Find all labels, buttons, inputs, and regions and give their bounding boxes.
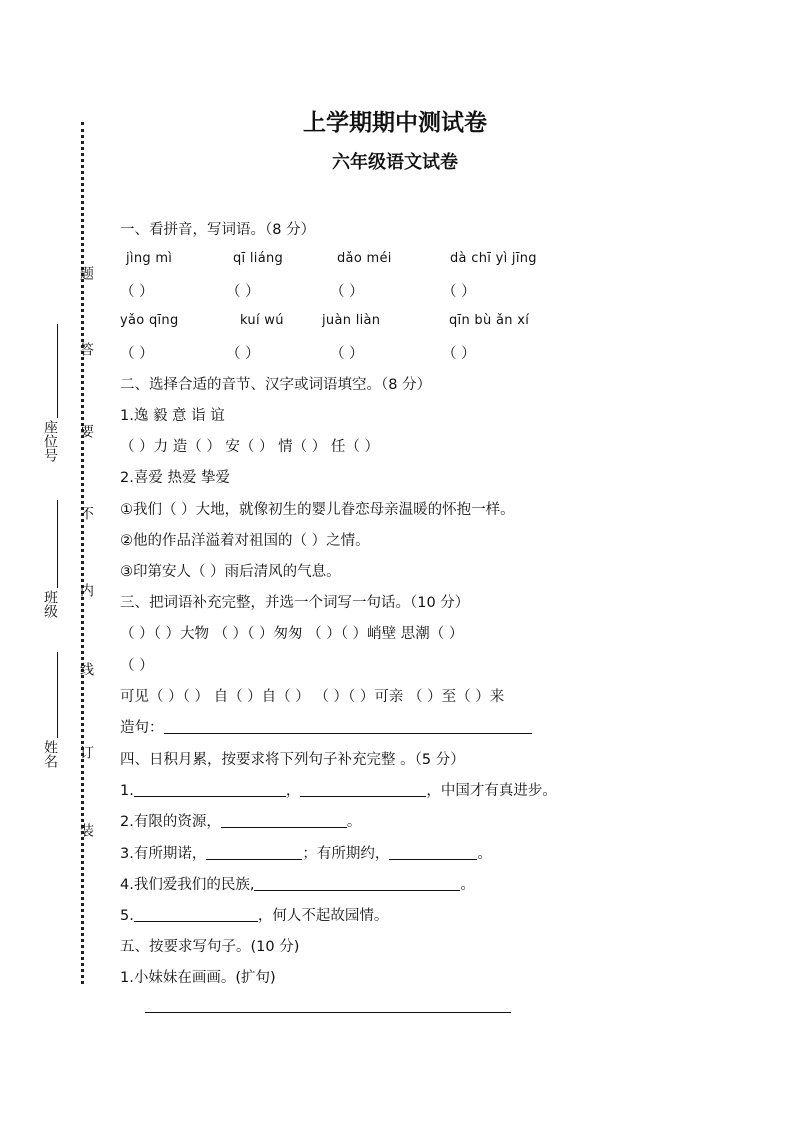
question-text: 。: [346, 814, 362, 830]
question-text: ；有所期约，: [302, 846, 390, 862]
question-item: 1.小妹妹在画画。(扩句): [120, 970, 276, 986]
pinyin: yǎo qīng: [120, 313, 179, 328]
answer-box: （ ）: [330, 284, 364, 300]
binding-char: 要: [78, 424, 94, 438]
question-blanks: （ ）力 造（ ） 安（ ） 情（ ） 任（ ）: [120, 439, 379, 455]
pinyin: kuí wú: [240, 313, 284, 328]
seat-number-line: [57, 324, 58, 418]
pinyin: dǎo méi: [337, 251, 392, 266]
binding-char: 订: [78, 745, 94, 759]
answer-underline: [389, 845, 477, 860]
answer-underline: [221, 813, 347, 828]
question-item: ①我们（ ）大地，就像初生的婴儿眷恋母亲温暖的怀抱一样。: [120, 502, 515, 518]
answer-underline: [206, 845, 302, 860]
question-prefix: 5.: [120, 908, 134, 924]
question-item: [120, 873, 475, 894]
answer-underline: [134, 782, 286, 797]
question-options: 1.逸 毅 意 诣 谊: [120, 408, 225, 424]
question-options: 2.喜爱 热爱 挚爱: [120, 470, 231, 486]
answer-box: （ ）: [442, 284, 476, 300]
idiom-row: （ ）（ ）大物 （ ）（ ）匆匆 （ ）（ ）峭壁 思潮（ ）: [120, 626, 464, 642]
binding-char: 答: [78, 342, 94, 356]
binding-dotted-line: [81, 122, 84, 984]
question-item: ②他的作品洋溢着对祖国的（ ）之情。: [120, 533, 370, 549]
answer-underline: [134, 907, 258, 922]
page-subtitle: 六年级语文试卷: [332, 152, 458, 173]
idiom-row: 可见（ ）（ ） 自（ ）自（ ） （ ）（ ）可亲 （ ）至（ ）来: [120, 689, 505, 705]
question-text: ，: [285, 783, 301, 799]
question-text: ，何人不起故园情。: [257, 908, 389, 924]
section-2-heading: 二、选择合适的音节、汉字或词语填空。（8 分）: [120, 377, 432, 393]
page-title: 上学期期中测试卷: [303, 109, 487, 136]
question-prefix: 2.有限的资源，: [120, 814, 221, 830]
answer-box: （ ）: [226, 284, 260, 300]
pinyin: qī liáng: [233, 251, 284, 266]
binding-char: 不: [78, 506, 94, 520]
pinyin: juàn liàn: [322, 313, 381, 328]
question-item: [120, 810, 361, 831]
question-item: [120, 904, 388, 925]
binding-char: 线: [78, 662, 94, 676]
section-3-heading: 三、把词语补充完整，并选一个词写一句话。（10 分）: [120, 595, 470, 611]
answer-box: （ ）: [120, 284, 154, 300]
answer-underline: [254, 876, 460, 891]
question-text: 。: [460, 877, 475, 893]
class-label: 班级: [42, 590, 58, 618]
pinyin: dà chī yì jīng: [450, 251, 537, 266]
section-1-heading: 一、看拼音，写词语。（8 分）: [120, 222, 316, 238]
idiom-row: （ ）: [120, 658, 154, 674]
answer-box: （ ）: [120, 346, 154, 362]
question-text: ，中国才有真进步。: [426, 783, 557, 799]
name-label: 姓名: [42, 740, 58, 768]
pinyin: jìng mì: [126, 251, 173, 266]
binding-char: 装: [78, 823, 94, 837]
question-text: 。: [477, 846, 492, 862]
class-line: [57, 500, 58, 588]
name-line: [57, 652, 58, 738]
section-5-heading: 五、按要求写句子。(10 分): [120, 939, 300, 955]
answer-box: （ ）: [442, 346, 476, 362]
question-item: ③印第安人（ ）雨后清风的气息。: [120, 564, 341, 580]
sentence-label: 造句：: [120, 720, 164, 736]
seat-number-label: 座位号: [42, 420, 58, 462]
answer-box: （ ）: [330, 346, 364, 362]
question-prefix: 1.: [120, 783, 134, 799]
binding-char: 内: [78, 583, 94, 597]
section-4-heading: 四、日积月累，按要求将下列句子补充完整 。（5 分）: [120, 752, 465, 768]
answer-box: （ ）: [226, 346, 260, 362]
sentence-line: [120, 716, 532, 737]
answer-underline: [164, 719, 532, 734]
question-item: [120, 779, 557, 800]
answer-underline: [145, 1012, 511, 1013]
answer-underline: [300, 782, 426, 797]
question-item: [120, 842, 492, 863]
question-prefix: 3.有所期诺，: [120, 846, 207, 862]
question-prefix: 4.我们爱我们的民族,: [120, 877, 255, 893]
binding-char: 题: [78, 266, 94, 280]
pinyin: qīn bù ǎn xí: [449, 313, 530, 328]
